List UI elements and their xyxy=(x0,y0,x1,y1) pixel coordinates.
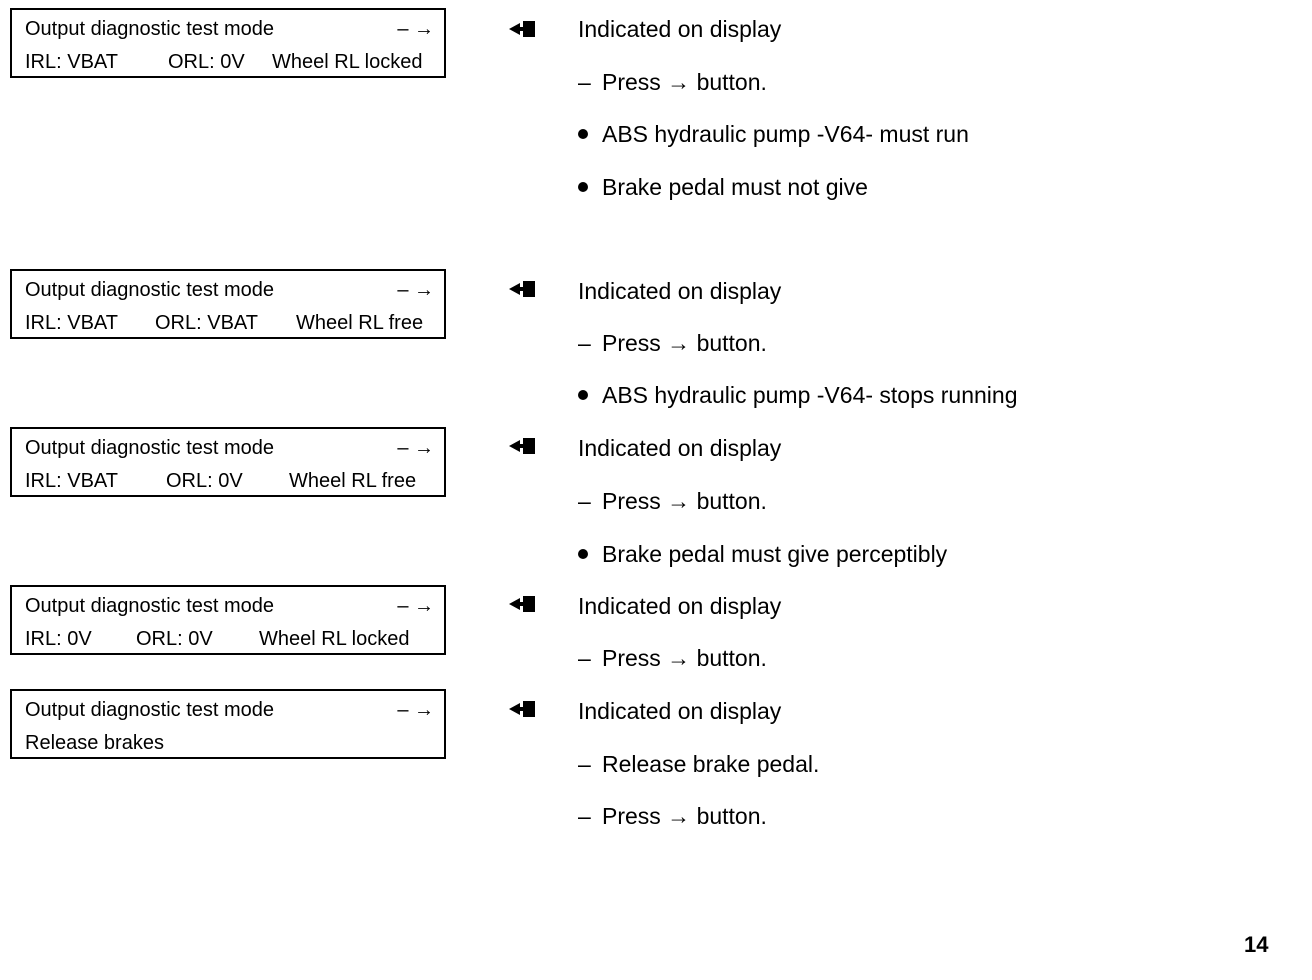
step-text: Press → button. xyxy=(602,645,767,671)
bullet-icon xyxy=(578,549,588,559)
indicated-label: Indicated on display xyxy=(578,278,782,304)
step-text: Press → button. xyxy=(602,488,767,514)
display-wheel: Wheel RL locked xyxy=(259,628,410,650)
indicated-label: Indicated on display xyxy=(578,698,782,724)
step-text: Brake pedal must not give xyxy=(602,174,868,200)
step-dash: – Press → button. xyxy=(578,69,767,95)
display-arrow: – → xyxy=(397,18,434,40)
step-dash: – Press → button. xyxy=(578,330,767,356)
pointing-hand-icon xyxy=(507,700,537,718)
step-bullet xyxy=(578,543,947,566)
display-irl: IRL: 0V xyxy=(25,628,92,650)
display-title: Output diagnostic test mode xyxy=(25,699,275,721)
display-wheel: Wheel RL free xyxy=(296,312,424,334)
pointing-hand-icon xyxy=(507,437,537,455)
indicated-label: Indicated on display xyxy=(578,593,782,619)
display-orl: ORL: 0V xyxy=(136,628,213,650)
step-text: Brake pedal must give perceptibly xyxy=(602,541,948,567)
display-arrow: – → xyxy=(397,279,434,301)
display-wheel: Wheel RL locked xyxy=(272,51,423,73)
step-text: Press → button. xyxy=(602,69,767,95)
step-text: Press → button. xyxy=(602,330,767,356)
display-box-2 xyxy=(10,269,446,339)
page-number: 14 xyxy=(1244,932,1269,957)
step-text: Release brake pedal. xyxy=(602,751,820,777)
step-dash: – Press → button. xyxy=(578,488,767,514)
display-irl: IRL: VBAT xyxy=(25,470,118,492)
step-dash: – Release brake pedal. xyxy=(578,751,820,777)
display-irl: IRL: VBAT xyxy=(25,312,118,334)
step-bullet xyxy=(578,123,969,146)
indicated-label: Indicated on display xyxy=(578,16,782,42)
step-dash: – Press → button. xyxy=(578,645,767,671)
indicated-label: Indicated on display xyxy=(578,435,782,461)
display-title: Output diagnostic test mode xyxy=(25,279,275,301)
display-box-1 xyxy=(10,8,446,78)
step-text: ABS hydraulic pump -V64- stops running xyxy=(602,382,1018,408)
display-orl: ORL: 0V xyxy=(166,470,243,492)
step-text: ABS hydraulic pump -V64- must run xyxy=(602,121,969,147)
display-arrow: – → xyxy=(397,595,434,617)
bullet-icon xyxy=(578,390,588,400)
display-arrow: – → xyxy=(397,699,434,721)
pointing-hand-icon xyxy=(507,595,537,613)
display-orl: ORL: 0V xyxy=(168,51,245,73)
display-box-5 xyxy=(10,689,446,759)
bullet-icon xyxy=(578,182,588,192)
pointing-hand-icon xyxy=(507,280,537,298)
display-arrow: – → xyxy=(397,437,434,459)
bullet-icon xyxy=(578,129,588,139)
display-box-3 xyxy=(10,427,446,497)
display-title: Output diagnostic test mode xyxy=(25,437,275,459)
step-dash: – Press → button. xyxy=(578,803,767,829)
display-box-4 xyxy=(10,585,446,655)
display-irl: IRL: VBAT xyxy=(25,51,118,73)
display-release: Release brakes xyxy=(25,732,164,754)
step-bullet xyxy=(578,384,1018,407)
display-title: Output diagnostic test mode xyxy=(25,595,275,617)
display-title: Output diagnostic test mode xyxy=(25,18,275,40)
display-wheel: Wheel RL free xyxy=(289,470,417,492)
pointing-hand-icon xyxy=(507,20,537,38)
step-bullet xyxy=(578,176,868,199)
display-orl: ORL: VBAT xyxy=(155,312,258,334)
step-text: Press → button. xyxy=(602,803,767,829)
